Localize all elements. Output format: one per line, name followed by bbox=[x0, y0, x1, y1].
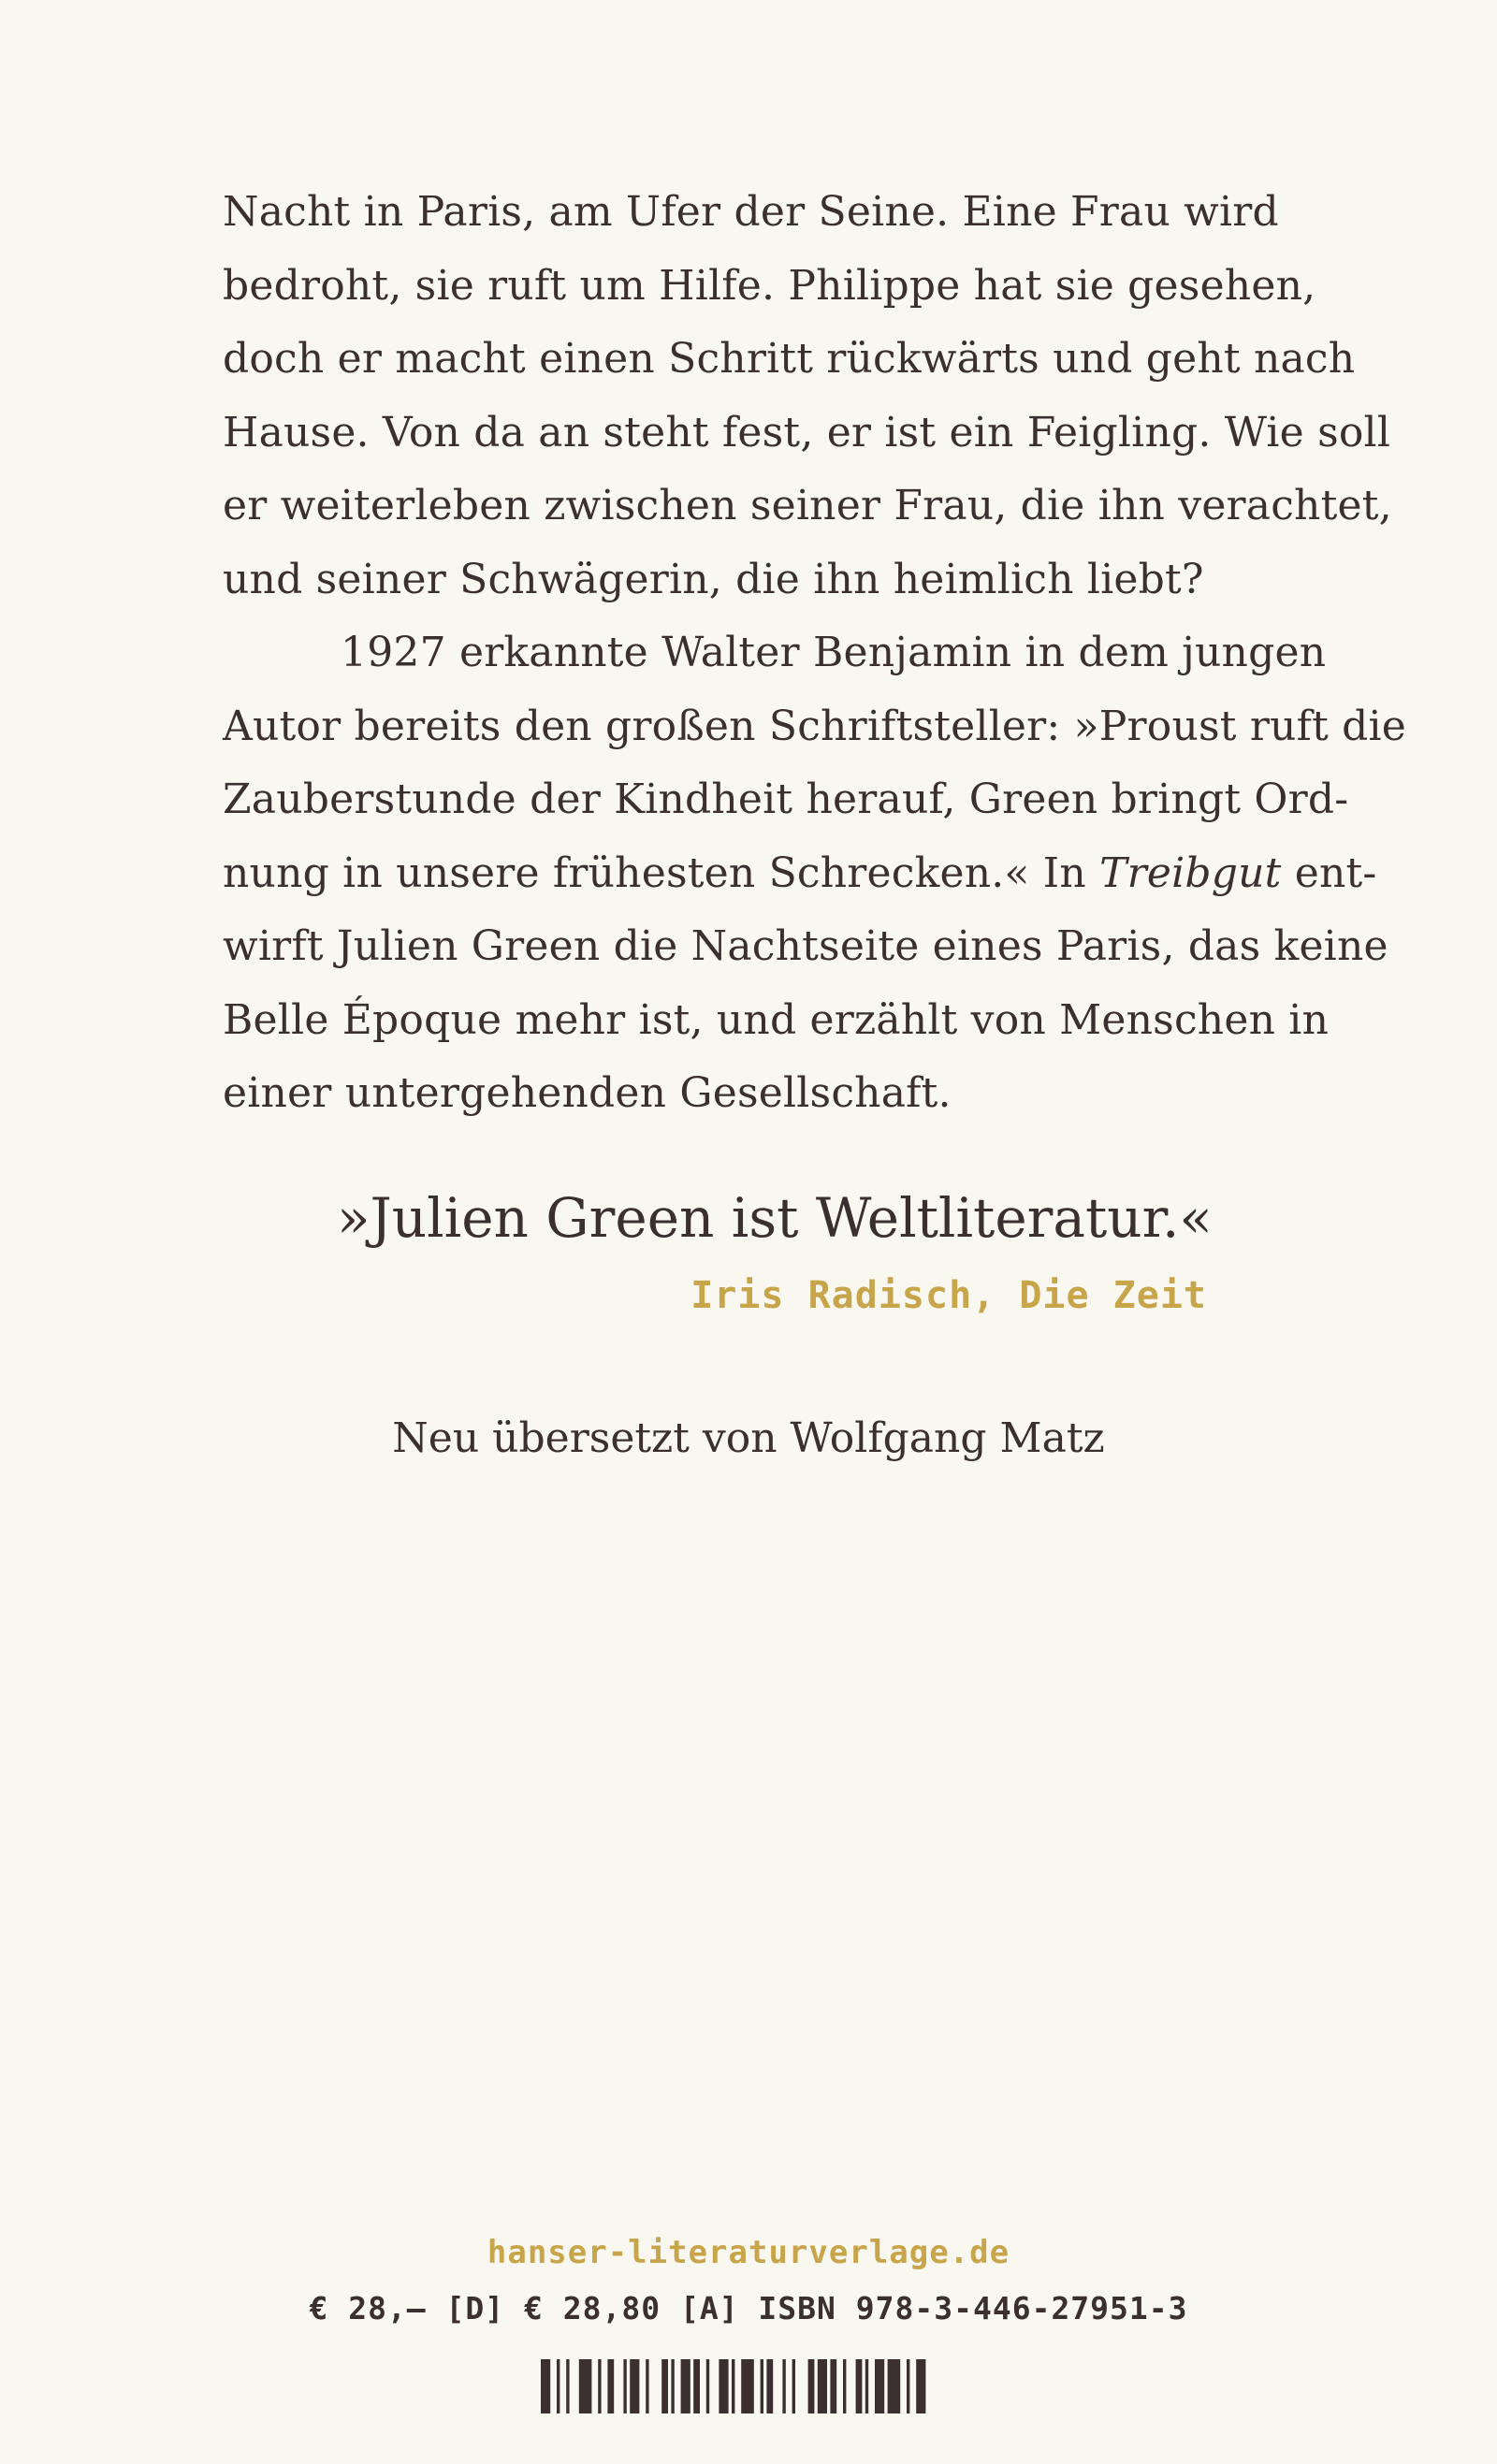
blurb-line: Autor bereits den großen Schriftsteller: »Proust ruft die bbox=[223, 702, 1407, 750]
barcode-bar bbox=[541, 2359, 550, 2413]
barcode-bar bbox=[782, 2359, 785, 2413]
blurb-line: Nacht in Paris, am Ufer der Seine. Eine Frau wird bbox=[223, 188, 1279, 236]
barcode-bar bbox=[888, 2359, 901, 2413]
blurb-line: und seiner Schwägerin, die ihn heimlich liebt? bbox=[223, 555, 1204, 603]
blurb-line: Belle Époque mehr ist, und erzählt von Menschen in bbox=[223, 995, 1330, 1044]
barcode-bar bbox=[646, 2359, 648, 2413]
barcode-bar bbox=[566, 2359, 569, 2413]
barcode-bar bbox=[907, 2359, 909, 2413]
barcode-bar bbox=[741, 2359, 754, 2413]
translator-credit: Neu übersetzt von Wolfgang Matz bbox=[392, 1414, 1105, 1462]
barcode-bar bbox=[598, 2359, 601, 2413]
barcode-bar bbox=[761, 2359, 763, 2413]
quote-source: Iris Radisch, Die Zeit bbox=[690, 1274, 1207, 1317]
blurb-line: Hause. Von da an steht fest, er ist ein Feigling. Wie soll bbox=[223, 408, 1391, 457]
price-isbn: € 28,– [D] € 28,80 [A] ISBN 978-3-446-27951-3 bbox=[309, 2290, 1188, 2326]
barcode-bar bbox=[661, 2359, 668, 2413]
book-title: Treibgut bbox=[1099, 848, 1282, 897]
blurb-text bbox=[223, 176, 1407, 1131]
barcode-bar bbox=[856, 2359, 863, 2413]
publisher-website: hanser-literaturverlage.de bbox=[487, 2234, 1010, 2271]
blurb-line-tail: ent- bbox=[1294, 848, 1377, 897]
review-quote: »Julien Green ist Weltliteratur.« bbox=[337, 1186, 1213, 1250]
barcode-bar bbox=[792, 2359, 795, 2413]
blurb-line: doch er macht einen Schritt rückwärts und geht nach bbox=[223, 335, 1356, 383]
barcode-bar bbox=[719, 2359, 728, 2413]
barcode-bar bbox=[766, 2359, 773, 2413]
barcode-icon bbox=[541, 2359, 952, 2413]
barcode-bar bbox=[916, 2359, 925, 2413]
barcode-bar bbox=[706, 2359, 709, 2413]
blurb-line: wirft Julien Green die Nachtseite eines Paris, das keine bbox=[223, 922, 1388, 970]
barcode-bar bbox=[623, 2359, 626, 2413]
blurb-line-text: nung in unsere frühesten Schrecken.« In bbox=[223, 848, 1086, 897]
barcode-bar bbox=[607, 2359, 614, 2413]
barcode-bar bbox=[830, 2359, 836, 2413]
barcode-bar bbox=[693, 2359, 700, 2413]
barcode-bar bbox=[875, 2359, 884, 2413]
barcode-bar bbox=[557, 2359, 560, 2413]
blurb-line: er weiterleben zwischen seiner Frau, die ihn verachtet, bbox=[223, 482, 1392, 529]
barcode-bar bbox=[865, 2359, 868, 2413]
blurb-line: bedroht, sie ruft um Hilfe. Philippe hat sie gesehen, bbox=[223, 261, 1316, 310]
blurb-line: einer untergehenden Gesellschaft. bbox=[223, 1069, 952, 1117]
blurb-line bbox=[223, 837, 1377, 911]
barcode-bar bbox=[808, 2359, 815, 2413]
barcode-bar bbox=[579, 2359, 592, 2413]
barcode-bar bbox=[843, 2359, 846, 2413]
blurb-line: Zauberstunde der Kindheit herauf, Green bringt Ord- bbox=[223, 775, 1349, 823]
blurb-line: 1927 erkannte Walter Benjamin in dem jungen bbox=[341, 629, 1327, 676]
barcode-bar bbox=[630, 2359, 639, 2413]
barcode-bar bbox=[732, 2359, 734, 2413]
barcode-bar bbox=[681, 2359, 690, 2413]
barcode-bar bbox=[671, 2359, 674, 2413]
barcode-bar bbox=[818, 2359, 827, 2413]
